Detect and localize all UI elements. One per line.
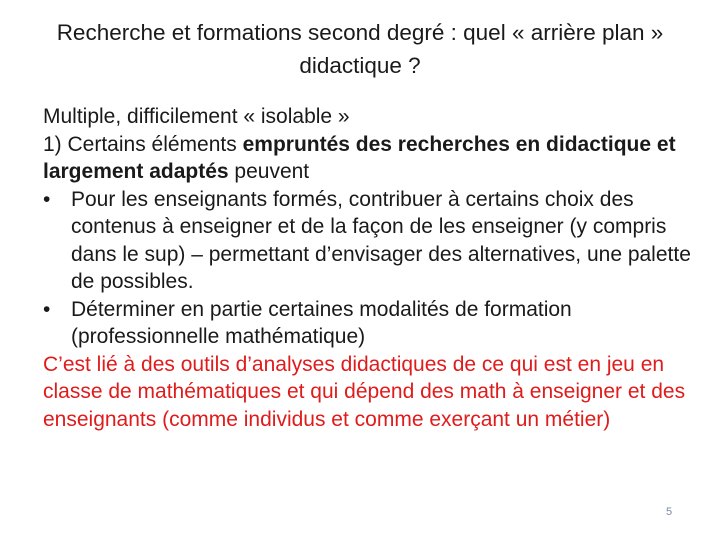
bullet-glyph: • <box>43 187 51 211</box>
point-one <box>43 131 693 186</box>
bullet-item <box>43 296 693 351</box>
point-one-bold: empruntés des recherches en didactique et largement adaptés <box>43 132 676 183</box>
conclusion-text: C’est lié à des outils d’analyses didactiques de ce qui est en jeu en classe de mathématiques et qui dépend des math à enseigner et des enseignants (comme individus et comme exerçant un métier) <box>43 352 686 431</box>
slide-body <box>43 103 693 433</box>
bullet-text: Pour les enseignants formés, contribuer à certains choix des contenus à enseigner et de la façon de les enseigner (y compris dans le sup) – permettant d’envisager des alternatives, une palette de possibles. <box>71 187 691 293</box>
point-one-suffix: peuvent <box>228 160 310 183</box>
page-number: 5 <box>666 506 673 518</box>
intro-line: Multiple, difficilement « isolable » <box>43 105 350 128</box>
bullet-glyph: • <box>43 297 51 321</box>
point-one-prefix: 1) Certains éléments <box>43 132 243 156</box>
bullet-text: Déterminer en partie certaines modalités de formation (professionnelle mathématique) <box>71 297 572 348</box>
slide-title: Recherche et formations second degré : quel « arrière plan » didactique ? <box>56 20 664 78</box>
bullet-item <box>43 186 693 296</box>
